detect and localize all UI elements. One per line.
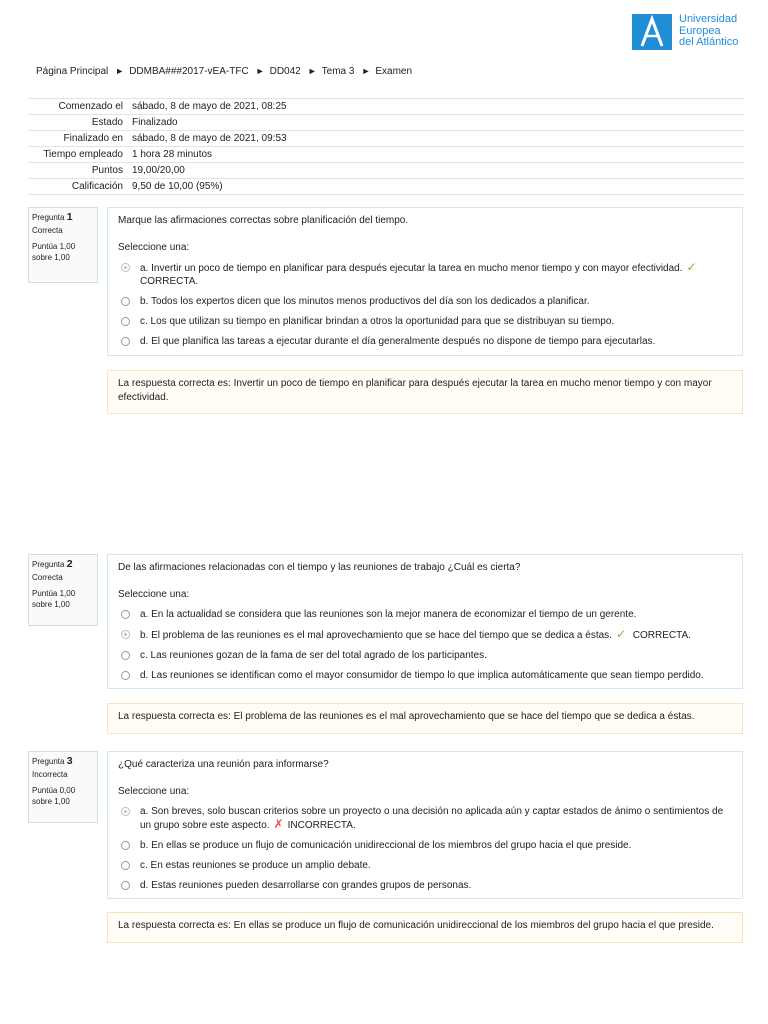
- summary-value: sábado, 8 de mayo de 2021, 09:53: [132, 133, 287, 144]
- summary-label: Finalizado en: [63, 133, 123, 144]
- answer-option[interactable]: [121, 859, 732, 872]
- question-2-info: [28, 554, 98, 626]
- answer-option[interactable]: [121, 879, 732, 892]
- logo-line-1: Universidad: [679, 13, 738, 25]
- question-number: 3: [66, 755, 73, 767]
- answer-option[interactable]: [121, 261, 732, 288]
- correct-answer-text: La respuesta correcta es: En ellas se produce un flujo de comunicación unidireccional de los miembros del grupo hacia el que preside.: [118, 920, 714, 931]
- question-prompt: Seleccione una:: [118, 589, 190, 600]
- breadcrumb-exam[interactable]: Examen: [375, 66, 413, 77]
- answer-option-label: a. Son breves, solo buscan criterios sobre un proyecto o una decisión no aplicada aún y captar estados de ánimo o sentimientos de un grupo sobre este aspecto.: [140, 806, 724, 831]
- question-text: De las afirmaciones relacionadas con el tiempo y las reuniones de trabajo ¿Cuál es cierta?: [118, 562, 521, 573]
- summary-label: Calificación: [71, 181, 123, 192]
- summary-row-points: [28, 163, 744, 179]
- question-3-box: [107, 751, 743, 899]
- question-2-box: [107, 554, 743, 689]
- answer-option-label: c. Las reuniones gozan de la fama de ser del total agrado de los participantes.: [140, 650, 487, 661]
- answer-option[interactable]: [121, 608, 732, 621]
- breadcrumb-separator-icon: ►: [115, 66, 125, 76]
- logo-line-3: del Atlántico: [679, 36, 739, 48]
- answer-result: INCORRECTA.: [287, 820, 356, 831]
- summary-value: sábado, 8 de mayo de 2021, 08:25: [132, 101, 287, 112]
- question-1-feedback: [107, 370, 743, 414]
- summary-row-grade: [28, 179, 744, 195]
- answer-option[interactable]: [121, 315, 732, 328]
- radio-button[interactable]: [121, 610, 130, 619]
- answer-option-label: b. Todos los expertos dicen que los minutos menos productivos del día son los dedicados a planificar.: [140, 296, 590, 307]
- breadcrumb-separator-icon: ►: [361, 66, 371, 76]
- summary-label: Tiempo empleado: [43, 149, 123, 160]
- correct-answer-text: La respuesta correcta es: El problema de las reuniones es el mal aprovechamiento que se hace del tiempo que se dedica a éstas.: [118, 711, 695, 722]
- question-state: Incorrecta: [32, 770, 68, 779]
- question-3-feedback: [107, 912, 743, 943]
- answer-option-text: [140, 628, 732, 642]
- answer-option[interactable]: [121, 295, 732, 308]
- answer-result: CORRECTA.: [632, 630, 691, 641]
- breadcrumb-course[interactable]: DDMBA###2017-vEA-TFC: [129, 66, 249, 77]
- question-word: Pregunta: [32, 560, 65, 569]
- question-state: Correcta: [32, 226, 63, 235]
- question-mark: Puntúa 1,00 sobre 1,00: [32, 589, 76, 609]
- logo-text: [679, 14, 738, 49]
- radio-button[interactable]: [121, 671, 130, 680]
- radio-button[interactable]: [121, 317, 130, 326]
- answer-option-label: d. El que planifica las tareas a ejecutar durante el día generalmente después no dispone de tiempo para ejecutarlas.: [140, 336, 656, 347]
- answer-option[interactable]: [121, 628, 732, 642]
- question-word: Pregunta: [32, 213, 65, 222]
- summary-label: Estado: [91, 117, 123, 128]
- cross-icon: ✗: [273, 817, 284, 831]
- question-prompt: Seleccione una:: [118, 242, 190, 253]
- question-number: 1: [66, 211, 73, 223]
- summary-row-finished: [28, 131, 744, 147]
- question-mark: Puntúa 1,00 sobre 1,00: [32, 242, 76, 262]
- summary-label: Comenzado el: [58, 101, 123, 112]
- question-mark: Puntúa 0,00 sobre 1,00: [32, 786, 76, 806]
- summary-value: Finalizado: [132, 117, 178, 128]
- answer-option-label: a. En la actualidad se considera que las reuniones son la mejor manera de economizar el tiempo de un gerente.: [140, 609, 637, 620]
- breadcrumb-topic[interactable]: Tema 3: [321, 66, 355, 77]
- question-number: 2: [66, 558, 73, 570]
- answer-option[interactable]: [121, 805, 732, 832]
- check-icon: ✓: [686, 260, 697, 274]
- question-text: ¿Qué caracteriza una reunión para informarse?: [118, 759, 329, 770]
- answer-option[interactable]: [121, 839, 732, 852]
- question-2-feedback: [107, 703, 743, 734]
- summary-value: 19,00/20,00: [132, 165, 185, 176]
- summary-label: Puntos: [91, 165, 123, 176]
- question-word: Pregunta: [32, 757, 65, 766]
- answer-option-text: [140, 805, 732, 832]
- answer-option-label: b. En ellas se produce un flujo de comunicación unidireccional de los miembros del grupo hacia el que preside.: [140, 840, 632, 851]
- radio-button[interactable]: [121, 337, 130, 346]
- correct-answer-text: La respuesta correcta es: Invertir un poco de tiempo en planificar para después ejecutar la tarea en mucho menor tiempo y con mayor efectividad.: [118, 378, 712, 403]
- logo-line-2: Europea: [679, 24, 721, 37]
- answer-option-label: c. En estas reuniones se produce un amplio debate.: [140, 860, 371, 871]
- question-prompt: Seleccione una:: [118, 786, 190, 797]
- answer-option-label: d. Las reuniones se identifican como el mayor consumidor de tiempo lo que implica automáticamente que sean tiempo perdido.: [140, 670, 704, 681]
- answer-option[interactable]: [121, 649, 732, 662]
- radio-button-selected[interactable]: [121, 263, 130, 272]
- summary-row-state: [28, 115, 744, 131]
- breadcrumb-home[interactable]: Página Principal: [36, 66, 109, 77]
- answer-option-text: [140, 261, 732, 288]
- radio-button[interactable]: [121, 841, 130, 850]
- summary-value: 9,50 de 10,00 (95%): [132, 181, 223, 192]
- answer-option-label: d. Estas reuniones pueden desarrollarse con grandes grupos de personas.: [140, 880, 472, 891]
- radio-button[interactable]: [121, 881, 130, 890]
- logo-a-icon: [632, 14, 672, 50]
- radio-button[interactable]: [121, 861, 130, 870]
- attempt-summary-table: [28, 98, 744, 195]
- question-text: Marque las afirmaciones correctas sobre planificación del tiempo.: [118, 215, 409, 226]
- breadcrumb-separator-icon: ►: [255, 66, 265, 76]
- answer-option-label: b. El problema de las reuniones es el mal aprovechamiento que se hace del tiempo que se dedica a éstas.: [140, 630, 612, 641]
- question-3-info: [28, 751, 98, 823]
- university-logo[interactable]: [632, 14, 738, 50]
- radio-button[interactable]: [121, 651, 130, 660]
- answer-option-label: c. Los que utilizan su tiempo en planificar brindan a otros la oportunidad para que se distribuyan su tiempo.: [140, 316, 615, 327]
- radio-button-selected[interactable]: [121, 630, 130, 639]
- question-1-info: [28, 207, 98, 283]
- check-icon: ✓: [615, 627, 627, 641]
- answer-option[interactable]: [121, 669, 732, 682]
- summary-row-time: [28, 147, 744, 163]
- breadcrumb-module[interactable]: DD042: [269, 66, 301, 77]
- answer-option[interactable]: [121, 335, 732, 348]
- summary-row-started: [28, 99, 744, 115]
- answer-option-label: a. Invertir un poco de tiempo en planificar para después ejecutar la tarea en mucho menor tiempo y con mayor efectividad.: [140, 263, 683, 274]
- breadcrumb-separator-icon: ►: [307, 66, 317, 76]
- radio-button-selected[interactable]: [121, 807, 130, 816]
- radio-button[interactable]: [121, 297, 130, 306]
- question-state: Correcta: [32, 573, 63, 582]
- breadcrumb: [36, 66, 412, 77]
- question-1-box: [107, 207, 743, 356]
- summary-value: 1 hora 28 minutos: [132, 149, 213, 160]
- answer-result: CORRECTA.: [140, 276, 199, 287]
